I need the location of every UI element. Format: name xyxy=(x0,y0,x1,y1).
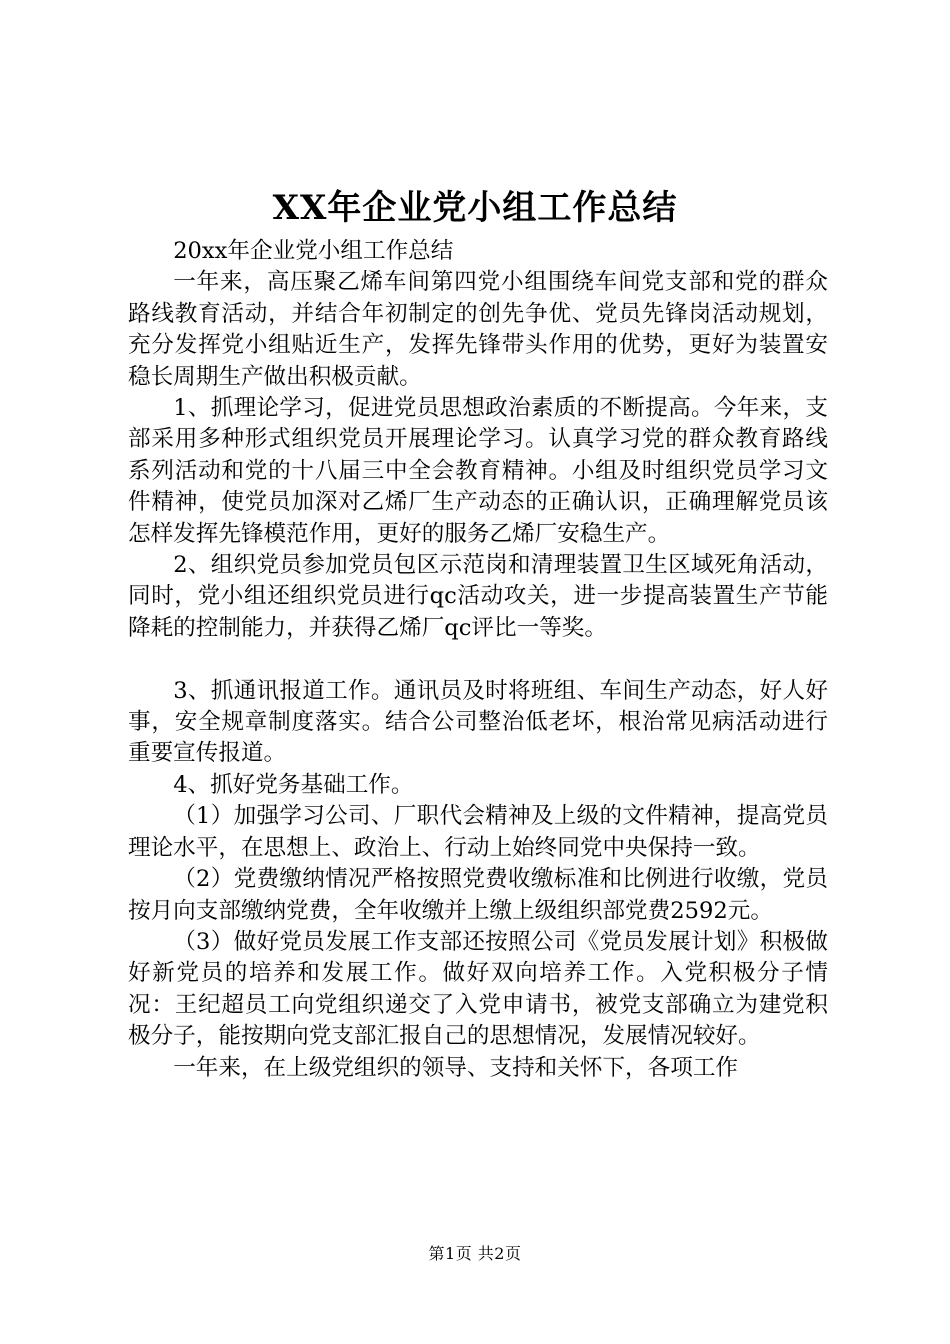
paragraph-sub-3: （3）做好党员发展工作支部还按照公司《党员发展计划》积极做好新党员的培养和发展工作。做好双向培养工作。入党积极分子情况：王纪超员工向党组织递交了入党申请书，被党支部确立为建党积极分子，能按期向党支部汇报自己的思想情况，发展情况较好。 xyxy=(128,928,828,1050)
paragraph-sub-2: （2）党费缴纳情况严格按照党费收缴标准和比例进行收缴，党员按月向支部缴纳党费，全年收缴并上缴上级组织部党费2592元。 xyxy=(128,866,828,924)
blank-line xyxy=(128,644,828,675)
paragraph-intro: 一年来，高压聚乙烯车间第四党小组围绕车间党支部和党的群众路线教育活动，并结合年初制定的创先争优、党员先锋岗活动规划，充分发挥党小组贴近生产，发挥先锋带头作用的优势，更好为装置安稳长周期生产做出积极贡献。 xyxy=(128,269,828,390)
paragraph-item-2: 2、组织党员参加党员包区示范岗和清理装置卫生区域死角活动，同时，党小组还组织党员进行qc活动攻关，进一步提高装置生产节能降耗的控制能力，并获得乙烯厂qc评比一等奖。 xyxy=(128,552,828,641)
paragraph-closing: 一年来，在上级党组织的领导、支持和关怀下，各项工作 xyxy=(173,1054,739,1081)
page-footer: 第1页 共2页 xyxy=(428,1244,522,1263)
paragraph-item-3: 3、抓通讯报道工作。通讯员及时将班组、车间生产动态，好人好事，安全规章制度落实。结合公司整治低老坏，根治常见病活动进行重要宣传报道。 xyxy=(128,677,828,767)
paragraph-item-4: 4、抓好党务基础工作。 xyxy=(173,771,414,798)
paragraph-subtitle: 20xx年企业党小组工作总结 xyxy=(173,238,454,264)
document-title: XX年企业党小组工作总结 xyxy=(272,188,678,228)
paragraph-sub-1: （1）加强学习公司、厂职代会精神及上级的文件精神，提高党员理论水平，在思想上、政治上、行动上始终同党中央保持一致。 xyxy=(128,803,828,861)
document-body xyxy=(128,236,828,1084)
paragraph-item-1: 1、抓理论学习，促进党员思想政治素质的不断提高。今年来，支部采用多种形式组织党员开展理论学习。认真学习党的群众教育路线系列活动和党的十八届三中全会教育精神。小组及时组织党员学习文件精神，使党员加深对乙烯厂生产动态的正确认识，正确理解党员该怎样发挥先锋模范作用，更好的服务乙烯厂安稳生产。 xyxy=(128,395,828,547)
